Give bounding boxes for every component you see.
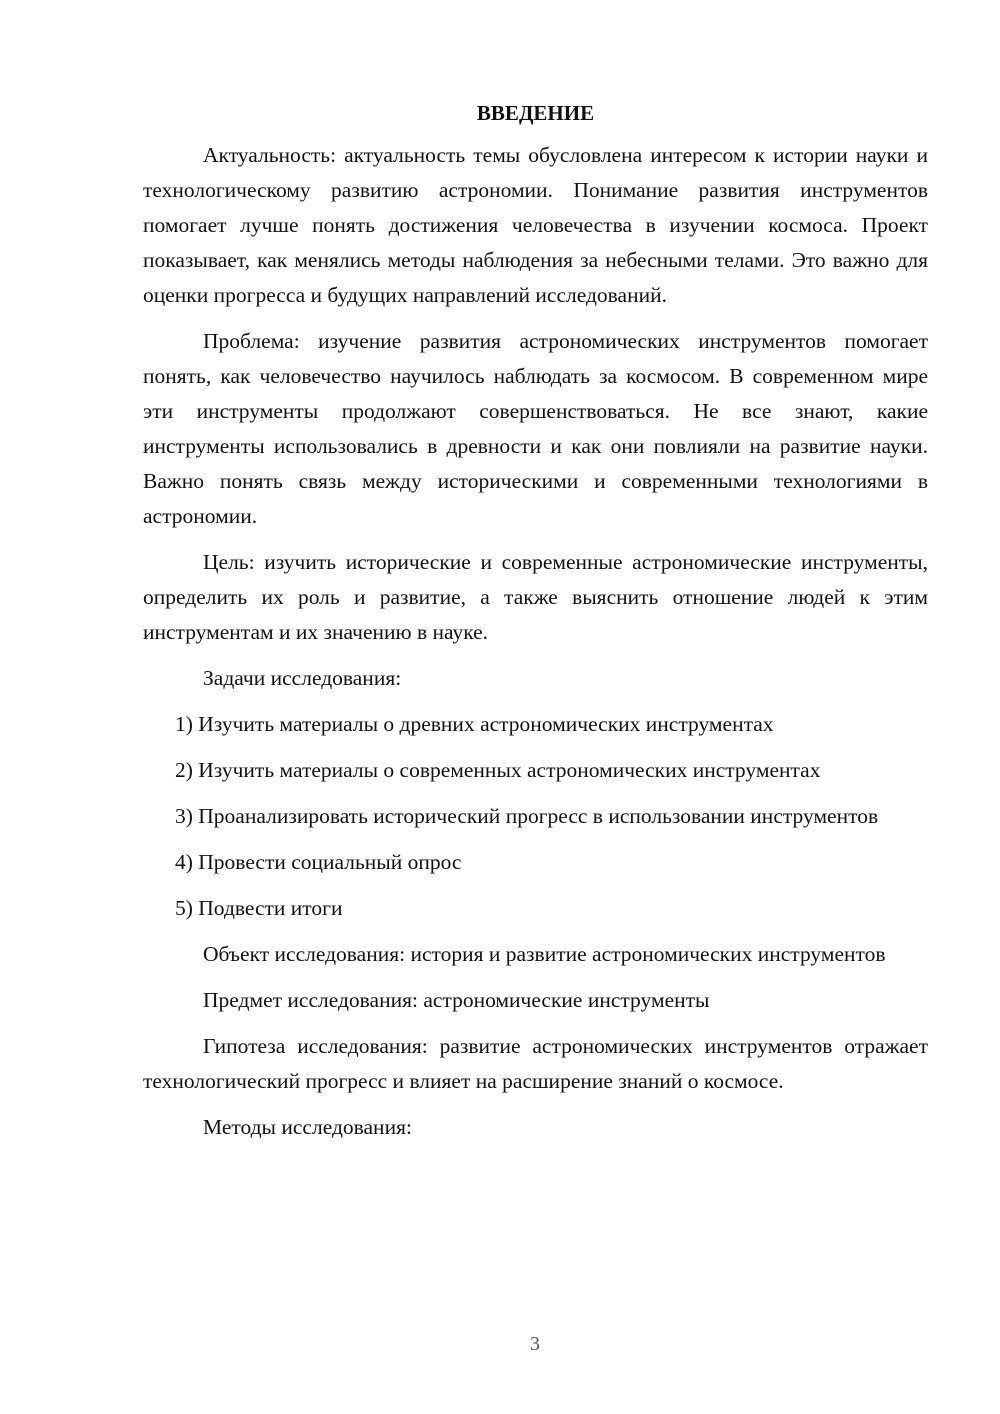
task-item: 1) Изучить материалы о древних астрономических инструментах [175, 712, 774, 736]
paragraph-tasks-heading: Задачи исследования: [203, 666, 402, 690]
paragraph-goal: Цель: изучить исторические и современные астрономические инструменты, определить их роль и развитие, а также выяснить отношение людей к этим инструментам и их значению в науке. [143, 550, 928, 644]
paragraph-subject: Предмет исследования: астрономические инструменты [203, 988, 710, 1012]
task-item: 5) Подвести итоги [175, 896, 343, 920]
page-number: 3 [530, 1333, 540, 1355]
page-title: ВВЕДЕНИЕ [476, 101, 595, 125]
document-body [143, 96, 928, 1156]
paragraph-object: Объект исследования: история и развитие астрономических инструментов [203, 942, 886, 966]
paragraph-hypothesis: Гипотеза исследования: развитие астрономических инструментов отражает технологический прогресс и влияет на расширение знаний о космосе. [143, 1034, 928, 1093]
paragraph-relevance: Актуальность: актуальность темы обусловлена интересом к истории науки и технологическому развитию астрономии. Понимание развития инструментов помогает лучше понять достижения человечества в изучении космоса. Проект показывает, как менялись методы наблюдения за небесными телами. Это важно для оценки прогресса и будущих направлений исследований. [143, 143, 928, 307]
task-item: 4) Провести социальный опрос [175, 850, 462, 874]
task-item: 2) Изучить материалы о современных астрономических инструментах [175, 758, 821, 782]
paragraph-methods: Методы исследования: [203, 1115, 412, 1139]
paragraph-problem: Проблема: изучение развития астрономических инструментов помогает понять, как человечество научилось наблюдать за космосом. В современном мире эти инструменты продолжают совершенствоваться. Не все знают, какие инструменты использовались в древности и как они повлияли на развитие науки. Важно понять связь между историческими и современными технологиями в астрономии. [143, 329, 928, 528]
task-item: 3) Проанализировать исторический прогресс в использовании инструментов [175, 804, 879, 828]
